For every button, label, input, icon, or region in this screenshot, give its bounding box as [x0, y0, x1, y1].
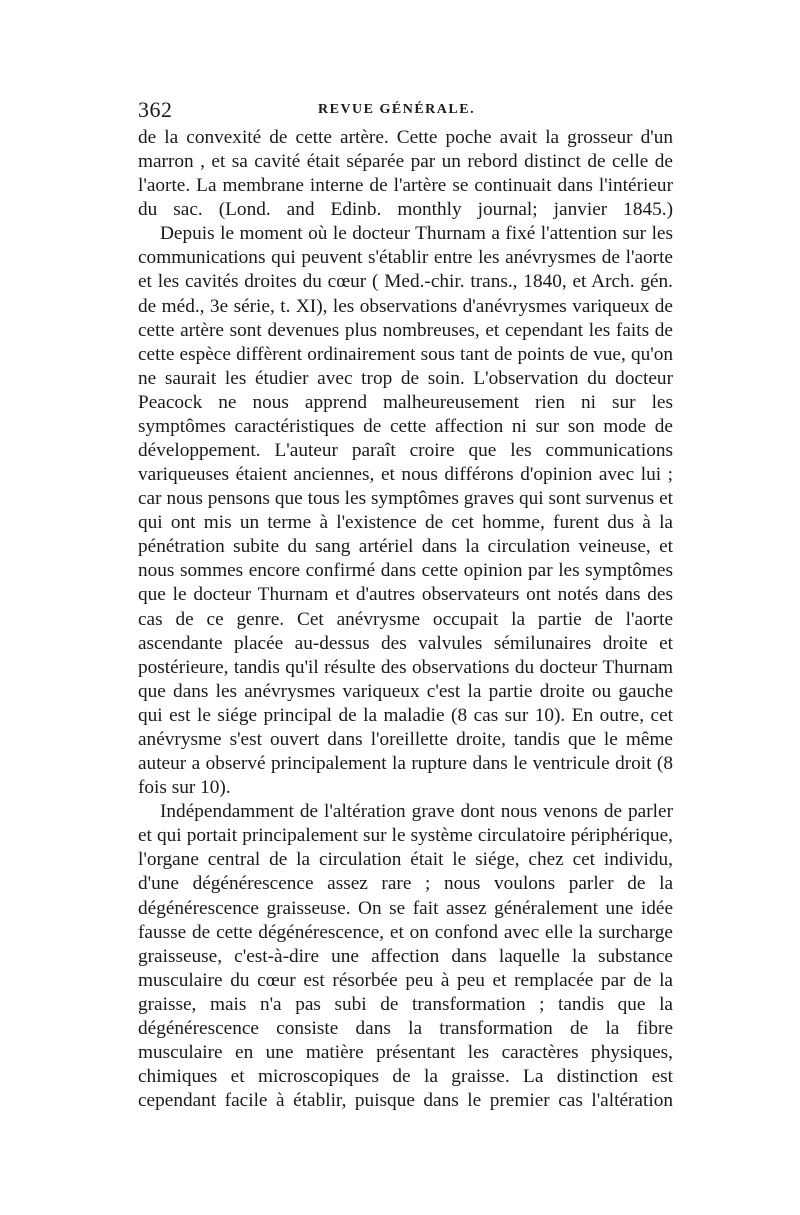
running-head: REVUE GÉNÉRALE. — [318, 102, 476, 117]
paragraph-continuation: de la convexité de cette artère. Cette poche avait la grosseur d'un marron , et sa cavité était séparée par un rebord distinct de celle de l'aorte. La membrane interne de l'artère se continuait dans l'intérieur du sac. (Lond. and Edinb. monthly journal; janvier 1845.) — [138, 127, 673, 221]
body-text — [138, 126, 673, 1113]
page-number: 362 — [138, 97, 173, 122]
paragraph-anevrysmes: Depuis le moment où le docteur Thurnam a fixé l'attention sur les communications qui peuvent s'établir entre les anévrysmes de l'aorte et les cavités droites du cœur ( Med.-chir. trans., 1840, et Arch. gén. de méd., 3e série, t. XI), les observations d'anévrysmes variqueux de cette artère sont devenues plus nombreuses, et cependant les faits de cette espèce diffèrent ordinairement sous tant de points de vue, qu'on ne saurait les étudier avec trop de soin. L'observation du docteur Peacock ne nous apprend malheureusement rien ni sur les symptômes caractéristiques de cette affection ni sur son mode de développement. L'auteur paraît croire que les communications variqueuses étaient anciennes, et nous différons d'opinion avec lui ; car nous pensons que tous les symptômes graves qui sont survenus et qui ont mis un terme à l'existence de cet homme, furent dus à la pénétration subite du sang artériel dans la circulation veineuse, et nous sommes encore confirmé dans cette opinion par les symptômes que le docteur Thurnam et d'autres observateurs ont notés dans des cas de ce genre. Cet anévrysme occupait la partie de l'aorte ascendante placée au-dessus des valvules sémilunaires droite et postérieure, tandis qu'il résulte des observations du docteur Thurnam que dans les anévrysmes variqueux c'est la partie droite ou gauche qui est le siége principal de la maladie (8 cas sur 10). En outre, cet anévrysme s'est ouvert dans l'oreillette droite, tandis que le même auteur a observé principalement la rupture dans le ventricule droit (8 fois sur 10). — [138, 223, 673, 799]
paragraph-degenerescence: Indépendamment de l'altération grave dont nous venons de parler et qui portait principalement sur le système circulatoire périphérique, l'organe central de la circulation était le siége, chez cet individu, d'une dégénérescence assez rare ; nous voulons parler de la dégénérescence graisseuse. On se fait assez généralement une idée fausse de cette dégénérescence, et on confond avec elle la surcharge graisseuse, c'est-à-dire une affection dans laquelle la substance musculaire du cœur est résorbée peu à peu et remplacée par de la graisse, mais n'a pas subi de transformation ; tandis que la dégénérescence consiste dans la transformation de la fibre musculaire en une matière présentant les caractères physiques, chimiques et microscopiques de la graisse. La distinction est cependant facile à établir, puisque dans le premier cas l'altération — [138, 801, 673, 1112]
page-header — [138, 97, 678, 125]
